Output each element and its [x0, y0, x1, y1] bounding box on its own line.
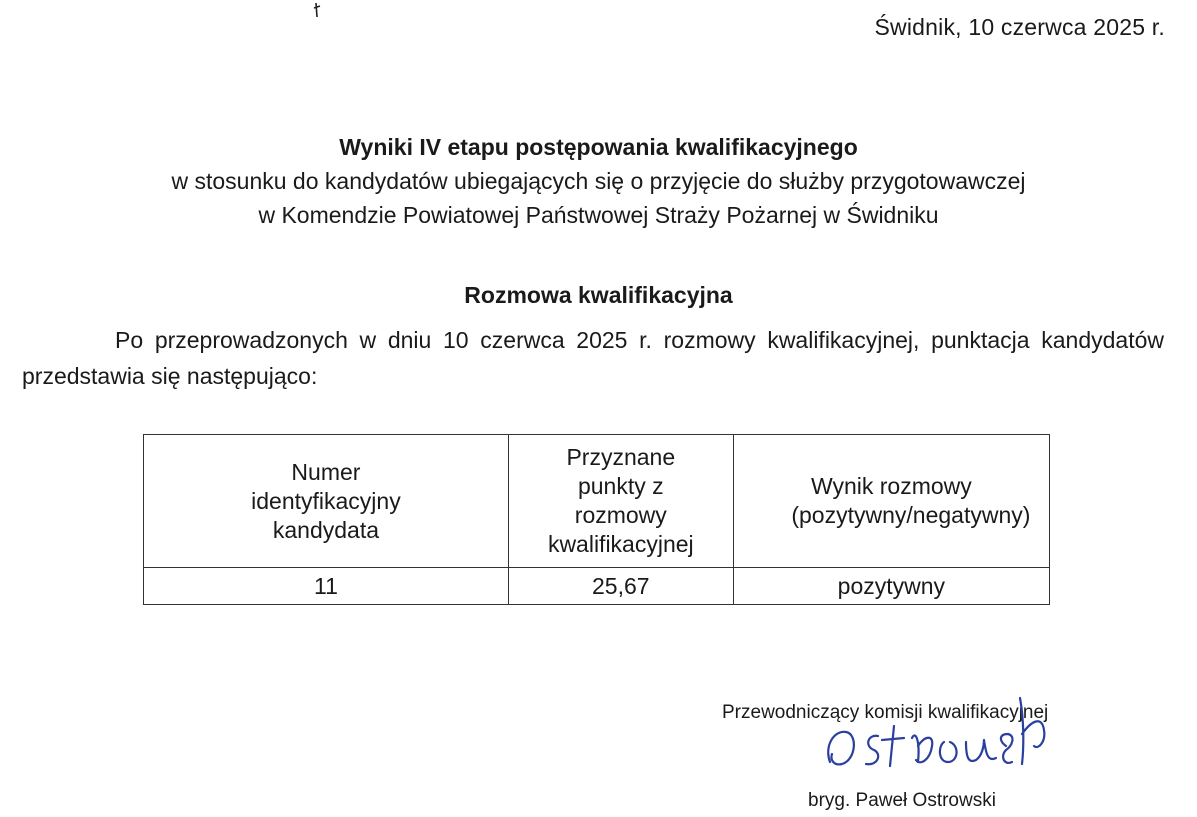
title-line-2: w stosunku do kandydatów ubiegających się o przyjęcie do służby przygotowawczej [171, 168, 1026, 194]
place-and-date: Świdnik, 10 czerwca 2025 r. [874, 14, 1165, 40]
signatory-name: bryg. Paweł Ostrowski [808, 790, 996, 811]
intro-paragraph: Po przeprowadzonych w dniu 10 czerwca 2025 r. rozmowy kwalifikacyjnej, punktacja kandydatów przedstawia się następująco: [22, 327, 1164, 389]
document-title [0, 130, 1197, 232]
table-header-row [144, 435, 1050, 568]
handwritten-signature [820, 690, 1070, 790]
results-table [143, 434, 1050, 605]
header-result-label: Wynik rozmowy (pozytywny/negatywny) [791, 473, 1031, 528]
header-points-label: Przyznane punkty z rozmowy kwalifikacyjnej [547, 444, 694, 557]
section-title: Rozmowa kwalifikacyjna [464, 282, 733, 308]
header-candidate-id [144, 435, 509, 568]
table-row [144, 568, 1050, 605]
title-line-1: Wyniki IV etapu postępowania kwalifikacyjnego [339, 134, 858, 160]
cell-result: pozytywny [733, 568, 1049, 605]
cell-candidate-id: 11 [144, 568, 509, 605]
title-line-3: w Komendzie Powiatowej Państwowej Straży Pożarnej w Świdniku [258, 202, 939, 228]
header-result [733, 435, 1049, 568]
header-points [508, 435, 733, 568]
signatory-role: Przewodniczący komisji kwalifikacyjnej [722, 702, 1049, 723]
stray-pen-mark [312, 2, 322, 18]
cell-points: 25,67 [508, 568, 733, 605]
header-candidate-id-label: Numer identyfikacyjny kandydata [251, 458, 401, 543]
